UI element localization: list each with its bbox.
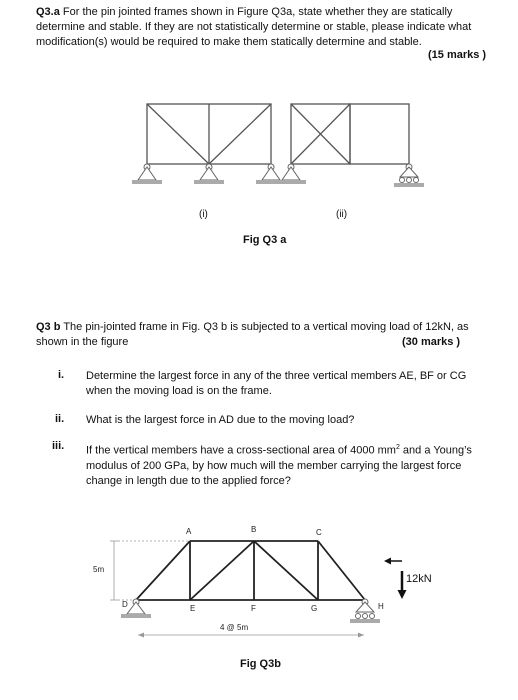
member-BG [254, 541, 318, 600]
height-dim-label: 5m [93, 565, 105, 574]
q3b-item-i-text: Determine the largest force in any of the three vertical members AE, BF or CG when the moving load is on the frame. [86, 370, 467, 397]
node-label-G: G [311, 604, 318, 613]
load-label: 12kN [406, 573, 432, 585]
q3b-item-iii-num: iii. [52, 440, 65, 452]
node-label-C: C [316, 528, 322, 537]
q3b-item-i-num: i. [58, 369, 65, 381]
node-label-H: H [378, 602, 384, 611]
span-dim-label: 4 @ 5m [220, 623, 249, 632]
q3b-item-iii-text: If the vertical members have a cross-sectional area of 4000 $mm^2$ and a Young’s modulus of 200 GPa, by how much will the member carrying the largest force change in length due to the applied force? [86, 444, 472, 487]
moving-load-direction-arrow [384, 558, 402, 565]
fig-q3b-caption: Fig Q3b [240, 658, 281, 670]
fig-q3a-caption: Fig Q3 a [243, 234, 287, 246]
q3a-label: Q3.a [36, 6, 60, 18]
q3a-paragraph [36, 5, 496, 50]
node-label-F: F [251, 604, 256, 613]
q3b-text: The pin-jointed frame in Fig. Q3 b is subjected to a vertical moving load of 12kN, as shown in the figure [36, 321, 469, 348]
q3b-item-ii-num: ii. [55, 413, 65, 425]
frame-i-diagonal-left [147, 104, 209, 164]
pin-support-i-mid [194, 164, 224, 184]
q3a-text: For the pin jointed frames shown in Figure Q3a, state whether they are statically determine and stable. If they are not statistically determine or stable, please indicate what modification(s) would be required to make them statically determine and stable. [36, 6, 472, 48]
fig-q3b [0, 520, 518, 680]
fig-label-i: (i) [199, 209, 208, 220]
q3b-marks: (30 marks ) [402, 336, 461, 348]
node-label-A: A [186, 527, 192, 536]
roller-support-ii-right [394, 164, 424, 187]
pin-support-i-left [132, 164, 162, 184]
node-label-E: E [190, 604, 196, 613]
pin-support-ii-left [276, 164, 306, 184]
frame-ii-right-panel [350, 104, 409, 164]
node-label-B: B [251, 525, 257, 534]
member-CH [318, 541, 365, 600]
q3b-label: Q3 b [36, 321, 61, 333]
frame-i-diagonal-right [209, 104, 271, 164]
roller-support-H [350, 599, 380, 623]
fig-label-ii: (ii) [336, 209, 348, 220]
member-DA [136, 541, 190, 600]
q3b-item-ii-text: What is the largest force in AD due to the moving load? [86, 414, 355, 426]
member-EB [190, 541, 254, 600]
node-label-D: D [122, 600, 128, 609]
q3a-marks: (15 marks ) [428, 49, 487, 61]
fig-q3a [0, 95, 518, 295]
